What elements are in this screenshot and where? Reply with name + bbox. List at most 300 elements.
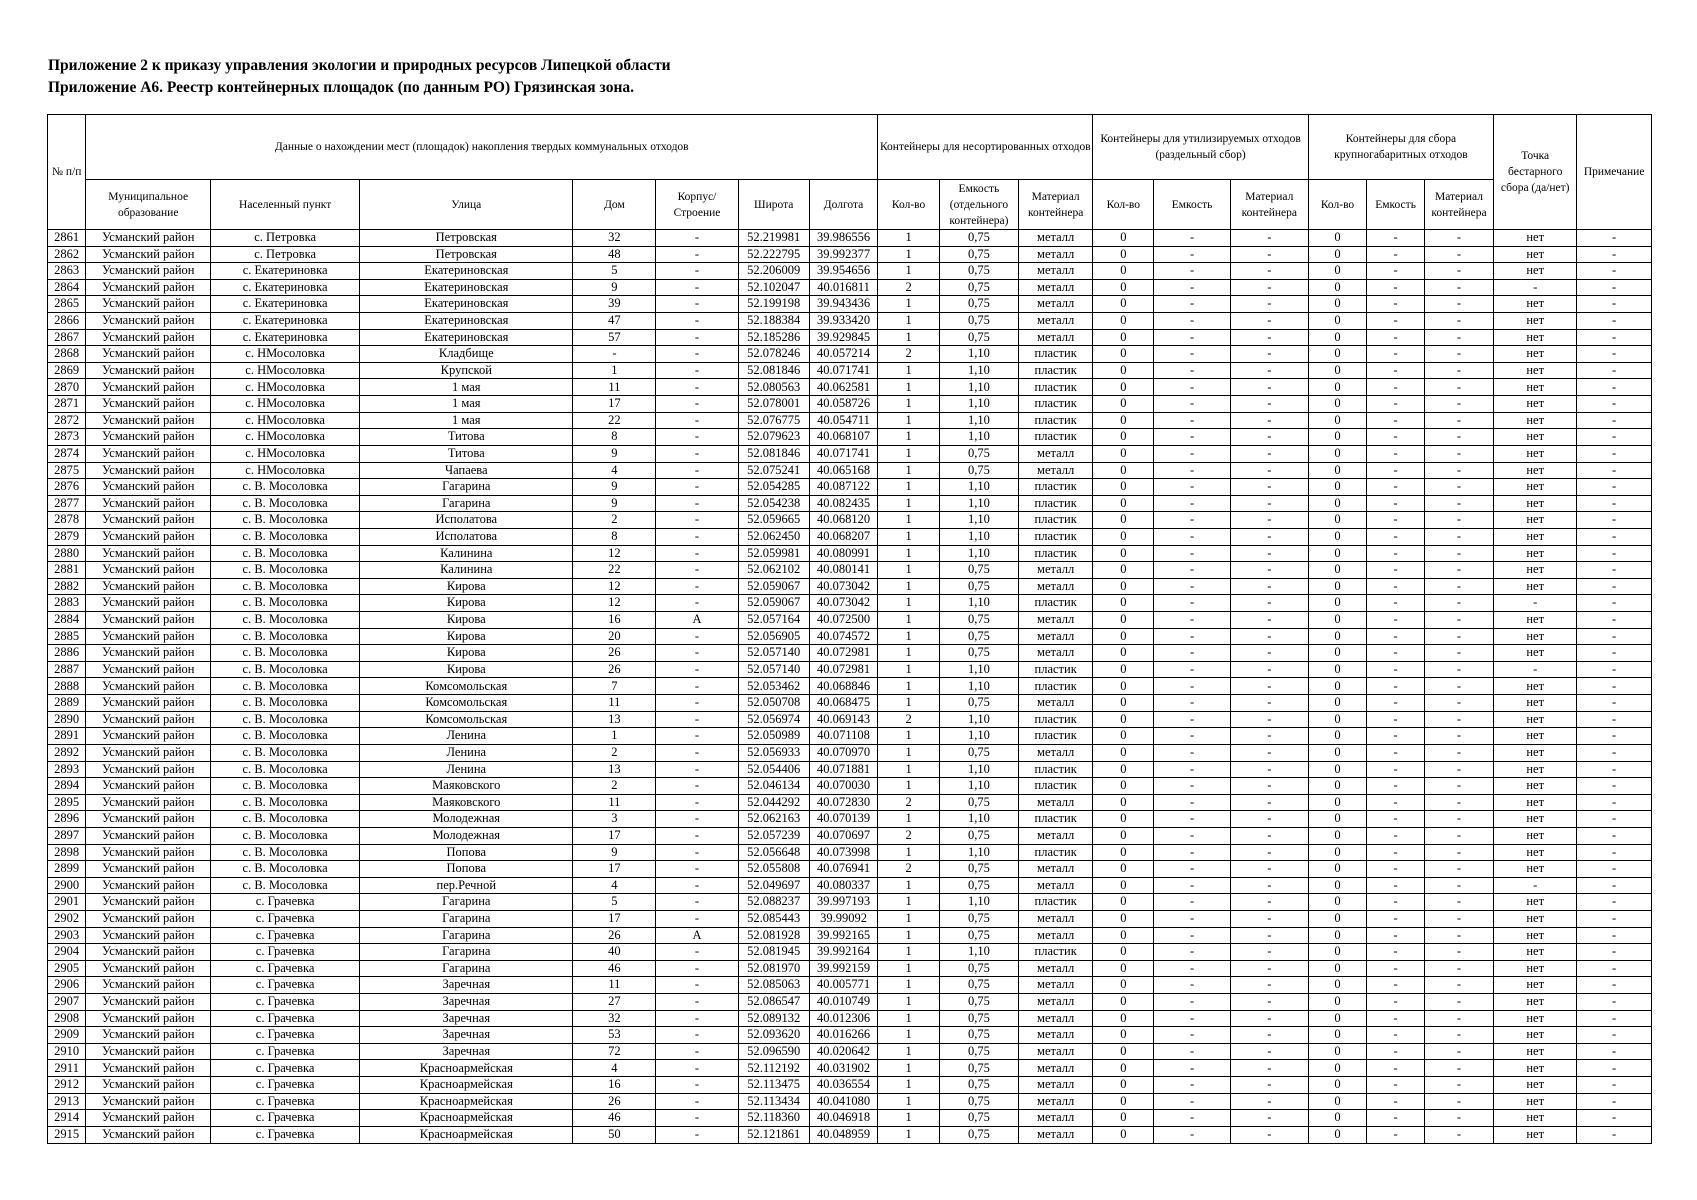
table-row <box>48 279 1652 296</box>
table-row <box>48 562 1652 579</box>
cell-bulky-material: - <box>1424 778 1493 795</box>
cell-unsorted-capacity: 0,75 <box>939 462 1018 479</box>
cell-point: нет <box>1494 296 1577 313</box>
cell-bulky-capacity: - <box>1367 761 1425 778</box>
cell-recycle-qty: 0 <box>1093 362 1154 379</box>
cell-unsorted-qty: 1 <box>878 778 940 795</box>
cell-recycle-material: - <box>1230 695 1308 712</box>
cell-recycle-material: - <box>1230 429 1308 446</box>
table-row <box>48 728 1652 745</box>
cell-bulky-capacity: - <box>1367 263 1425 280</box>
cell-recycle-capacity: - <box>1154 445 1231 462</box>
cell-point: нет <box>1494 429 1577 446</box>
cell-house: 27 <box>573 994 656 1011</box>
cell-street: Заречная <box>360 977 573 994</box>
cell-point: нет <box>1494 313 1577 330</box>
cell-lat: 52.081945 <box>738 944 809 961</box>
cell-bulky-qty: 0 <box>1308 844 1367 861</box>
cell-unsorted-material: металл <box>1018 1060 1093 1077</box>
cell-unsorted-material: металл <box>1018 246 1093 263</box>
cell-lon: 40.071741 <box>809 362 877 379</box>
header-point: Точка бестарного сбора (да/нет) <box>1494 115 1577 230</box>
cell-bulky-capacity: - <box>1367 827 1425 844</box>
cell-lon: 39.99092 <box>809 910 877 927</box>
cell-bulky-qty: 0 <box>1308 462 1367 479</box>
cell-lat: 52.076775 <box>738 412 809 429</box>
cell-street: Красноармейская <box>360 1126 573 1143</box>
cell-unsorted-qty: 2 <box>878 861 940 878</box>
cell-house: 9 <box>573 279 656 296</box>
cell-building: - <box>656 910 738 927</box>
cell-unsorted-capacity: 0,75 <box>939 695 1018 712</box>
cell-lat: 52.056905 <box>738 628 809 645</box>
cell-bulky-qty: 0 <box>1308 811 1367 828</box>
cell-note: - <box>1577 279 1652 296</box>
cell-bulky-qty: 0 <box>1308 379 1367 396</box>
cell-municipality: Усманский район <box>86 445 211 462</box>
cell-point: нет <box>1494 811 1577 828</box>
cell-recycle-material: - <box>1230 844 1308 861</box>
cell-municipality: Усманский район <box>86 545 211 562</box>
cell-unsorted-material: металл <box>1018 1043 1093 1060</box>
cell-point: нет <box>1494 578 1577 595</box>
cell-house: 4 <box>573 462 656 479</box>
cell-lon: 40.070139 <box>809 811 877 828</box>
cell-recycle-qty: 0 <box>1093 512 1154 529</box>
cell-settlement: с. Грачевка <box>211 944 360 961</box>
cell-point: - <box>1494 595 1577 612</box>
cell-street: Гагарина <box>360 495 573 512</box>
cell-bulky-capacity: - <box>1367 628 1425 645</box>
cell-recycle-material: - <box>1230 1093 1308 1110</box>
cell-unsorted-capacity: 0,75 <box>939 1010 1018 1027</box>
cell-unsorted-qty: 2 <box>878 711 940 728</box>
cell-street: Ленина <box>360 761 573 778</box>
cell-unsorted-material: пластик <box>1018 761 1093 778</box>
cell-building: - <box>656 1060 738 1077</box>
cell-settlement: с. НМосоловка <box>211 445 360 462</box>
cell-lat: 52.086547 <box>738 994 809 1011</box>
cell-note: - <box>1577 296 1652 313</box>
cell-bulky-qty: 0 <box>1308 495 1367 512</box>
cell-street: Кирова <box>360 628 573 645</box>
cell-point: - <box>1494 661 1577 678</box>
cell-recycle-capacity: - <box>1154 296 1231 313</box>
cell-unsorted-capacity: 1,10 <box>939 761 1018 778</box>
table-row <box>48 778 1652 795</box>
cell-recycle-material: - <box>1230 1110 1308 1127</box>
cell-recycle-qty: 0 <box>1093 695 1154 712</box>
document-header <box>48 55 671 99</box>
cell-bulky-material: - <box>1424 927 1493 944</box>
cell-house: 20 <box>573 628 656 645</box>
cell-unsorted-material: пластик <box>1018 379 1093 396</box>
cell-recycle-capacity: - <box>1154 960 1231 977</box>
cell-settlement: с. Грачевка <box>211 1093 360 1110</box>
cell-num: 2898 <box>48 844 86 861</box>
cell-recycle-material: - <box>1230 728 1308 745</box>
cell-house: 5 <box>573 263 656 280</box>
cell-bulky-qty: 0 <box>1308 711 1367 728</box>
cell-bulky-capacity: - <box>1367 429 1425 446</box>
cell-recycle-material: - <box>1230 960 1308 977</box>
header-lon: Долгота <box>809 180 877 230</box>
cell-lon: 40.072830 <box>809 794 877 811</box>
cell-recycle-capacity: - <box>1154 1093 1231 1110</box>
cell-unsorted-material: металл <box>1018 329 1093 346</box>
cell-bulky-material: - <box>1424 362 1493 379</box>
cell-house: 1 <box>573 362 656 379</box>
cell-recycle-capacity: - <box>1154 379 1231 396</box>
cell-point: нет <box>1494 412 1577 429</box>
cell-street: Красноармейская <box>360 1093 573 1110</box>
cell-street: Исполатова <box>360 512 573 529</box>
cell-note: - <box>1577 263 1652 280</box>
cell-recycle-qty: 0 <box>1093 429 1154 446</box>
cell-lat: 52.088237 <box>738 894 809 911</box>
container-sites-register-table <box>47 114 1652 1144</box>
cell-settlement: с. В. Мосоловка <box>211 711 360 728</box>
cell-lon: 40.069143 <box>809 711 877 728</box>
cell-municipality: Усманский район <box>86 894 211 911</box>
table-row <box>48 296 1652 313</box>
cell-bulky-material: - <box>1424 728 1493 745</box>
cell-unsorted-capacity: 1,10 <box>939 429 1018 446</box>
cell-num: 2915 <box>48 1126 86 1143</box>
cell-bulky-material: - <box>1424 1043 1493 1060</box>
cell-recycle-material: - <box>1230 811 1308 828</box>
table-row <box>48 1126 1652 1143</box>
cell-building: - <box>656 778 738 795</box>
cell-unsorted-material: пластик <box>1018 711 1093 728</box>
cell-num: 2893 <box>48 761 86 778</box>
cell-settlement: с. В. Мосоловка <box>211 827 360 844</box>
cell-bulky-qty: 0 <box>1308 744 1367 761</box>
cell-municipality: Усманский район <box>86 628 211 645</box>
cell-note: - <box>1577 462 1652 479</box>
cell-recycle-capacity: - <box>1154 479 1231 496</box>
cell-unsorted-material: пластик <box>1018 429 1093 446</box>
document-title-line1: Приложение 2 к приказу управления экологии и природных ресурсов Липецкой области <box>48 57 671 74</box>
cell-lat: 52.222795 <box>738 246 809 263</box>
cell-bulky-qty: 0 <box>1308 1010 1367 1027</box>
cell-recycle-qty: 0 <box>1093 346 1154 363</box>
cell-bulky-material: - <box>1424 711 1493 728</box>
cell-num: 2897 <box>48 827 86 844</box>
cell-unsorted-qty: 1 <box>878 678 940 695</box>
cell-building: - <box>656 861 738 878</box>
cell-recycle-qty: 0 <box>1093 445 1154 462</box>
cell-recycle-capacity: - <box>1154 412 1231 429</box>
cell-settlement: с. В. Мосоловка <box>211 761 360 778</box>
cell-bulky-material: - <box>1424 1077 1493 1094</box>
cell-unsorted-material: металл <box>1018 562 1093 579</box>
cell-municipality: Усманский район <box>86 744 211 761</box>
cell-recycle-material: - <box>1230 479 1308 496</box>
cell-street: Заречная <box>360 1027 573 1044</box>
cell-point: нет <box>1494 362 1577 379</box>
cell-building: - <box>656 329 738 346</box>
table-row <box>48 711 1652 728</box>
cell-settlement: с. НМосоловка <box>211 429 360 446</box>
cell-lon: 39.992159 <box>809 960 877 977</box>
cell-unsorted-qty: 1 <box>878 263 940 280</box>
cell-municipality: Усманский район <box>86 462 211 479</box>
cell-num: 2874 <box>48 445 86 462</box>
cell-house: 32 <box>573 230 656 247</box>
cell-street: Кирова <box>360 645 573 662</box>
cell-bulky-qty: 0 <box>1308 910 1367 927</box>
cell-recycle-qty: 0 <box>1093 944 1154 961</box>
cell-unsorted-capacity: 1,10 <box>939 728 1018 745</box>
cell-recycle-capacity: - <box>1154 794 1231 811</box>
cell-recycle-capacity: - <box>1154 778 1231 795</box>
header-recycle-material: Материал контейнера <box>1230 180 1308 230</box>
cell-settlement: с. В. Мосоловка <box>211 695 360 712</box>
table-row <box>48 495 1652 512</box>
cell-unsorted-capacity: 0,75 <box>939 578 1018 595</box>
cell-settlement: с. В. Мосоловка <box>211 645 360 662</box>
cell-point: нет <box>1494 711 1577 728</box>
cell-street: Чапаева <box>360 462 573 479</box>
cell-unsorted-qty: 1 <box>878 479 940 496</box>
cell-bulky-qty: 0 <box>1308 429 1367 446</box>
cell-recycle-qty: 0 <box>1093 263 1154 280</box>
cell-recycle-qty: 0 <box>1093 977 1154 994</box>
table-row <box>48 595 1652 612</box>
cell-bulky-qty: 0 <box>1308 230 1367 247</box>
cell-building: - <box>656 695 738 712</box>
cell-note: - <box>1577 362 1652 379</box>
cell-house: 7 <box>573 678 656 695</box>
cell-note: - <box>1577 761 1652 778</box>
cell-recycle-qty: 0 <box>1093 827 1154 844</box>
cell-unsorted-material: пластик <box>1018 362 1093 379</box>
cell-note: - <box>1577 1110 1652 1127</box>
cell-building: - <box>656 628 738 645</box>
cell-bulky-material: - <box>1424 645 1493 662</box>
cell-settlement: с. В. Мосоловка <box>211 877 360 894</box>
cell-lon: 40.080337 <box>809 877 877 894</box>
cell-bulky-material: - <box>1424 396 1493 413</box>
cell-bulky-capacity: - <box>1367 445 1425 462</box>
cell-bulky-qty: 0 <box>1308 329 1367 346</box>
cell-building: - <box>656 1010 738 1027</box>
cell-unsorted-capacity: 0,75 <box>939 927 1018 944</box>
cell-lon: 39.943436 <box>809 296 877 313</box>
cell-street: Калинина <box>360 562 573 579</box>
cell-point: нет <box>1494 562 1577 579</box>
cell-house: 4 <box>573 877 656 894</box>
cell-point: нет <box>1494 1027 1577 1044</box>
cell-municipality: Усманский район <box>86 578 211 595</box>
cell-unsorted-material: пластик <box>1018 479 1093 496</box>
cell-lon: 40.087122 <box>809 479 877 496</box>
cell-recycle-capacity: - <box>1154 678 1231 695</box>
cell-street: Екатериновская <box>360 329 573 346</box>
table-row <box>48 578 1652 595</box>
cell-bulky-material: - <box>1424 429 1493 446</box>
cell-recycle-capacity: - <box>1154 429 1231 446</box>
cell-settlement: с. В. Мосоловка <box>211 811 360 828</box>
cell-num: 2900 <box>48 877 86 894</box>
cell-lon: 40.073998 <box>809 844 877 861</box>
cell-note: - <box>1577 1126 1652 1143</box>
cell-bulky-capacity: - <box>1367 910 1425 927</box>
cell-num: 2901 <box>48 894 86 911</box>
header-settlement: Населенный пункт <box>211 180 360 230</box>
cell-house: 2 <box>573 744 656 761</box>
cell-unsorted-qty: 1 <box>878 661 940 678</box>
cell-recycle-material: - <box>1230 927 1308 944</box>
cell-note: - <box>1577 1077 1652 1094</box>
cell-settlement: с. В. Мосоловка <box>211 844 360 861</box>
cell-unsorted-qty: 1 <box>878 927 940 944</box>
cell-unsorted-qty: 2 <box>878 279 940 296</box>
cell-lat: 52.219981 <box>738 230 809 247</box>
cell-recycle-qty: 0 <box>1093 794 1154 811</box>
cell-lat: 52.102047 <box>738 279 809 296</box>
cell-recycle-qty: 0 <box>1093 844 1154 861</box>
cell-recycle-material: - <box>1230 661 1308 678</box>
cell-building: - <box>656 844 738 861</box>
cell-bulky-capacity: - <box>1367 695 1425 712</box>
table-row <box>48 894 1652 911</box>
cell-lat: 52.054406 <box>738 761 809 778</box>
cell-settlement: с. НМосоловка <box>211 462 360 479</box>
cell-bulky-qty: 0 <box>1308 661 1367 678</box>
cell-recycle-material: - <box>1230 379 1308 396</box>
cell-lon: 40.071881 <box>809 761 877 778</box>
cell-bulky-capacity: - <box>1367 861 1425 878</box>
table-row <box>48 512 1652 529</box>
table-row <box>48 861 1652 878</box>
cell-building: А <box>656 927 738 944</box>
cell-point: нет <box>1494 1110 1577 1127</box>
cell-recycle-material: - <box>1230 1043 1308 1060</box>
cell-recycle-capacity: - <box>1154 545 1231 562</box>
table-body <box>48 230 1652 1144</box>
cell-recycle-material: - <box>1230 861 1308 878</box>
cell-unsorted-qty: 1 <box>878 894 940 911</box>
cell-unsorted-capacity: 0,75 <box>939 827 1018 844</box>
cell-building: - <box>656 711 738 728</box>
cell-bulky-capacity: - <box>1367 778 1425 795</box>
cell-recycle-material: - <box>1230 578 1308 595</box>
cell-bulky-material: - <box>1424 1110 1493 1127</box>
cell-note: - <box>1577 1027 1652 1044</box>
cell-lat: 52.062450 <box>738 528 809 545</box>
cell-street: 1 мая <box>360 412 573 429</box>
cell-bulky-material: - <box>1424 263 1493 280</box>
cell-point: нет <box>1494 944 1577 961</box>
cell-unsorted-capacity: 0,75 <box>939 977 1018 994</box>
cell-unsorted-capacity: 1,10 <box>939 661 1018 678</box>
cell-lon: 40.016266 <box>809 1027 877 1044</box>
cell-street: 1 мая <box>360 396 573 413</box>
cell-bulky-capacity: - <box>1367 296 1425 313</box>
cell-bulky-qty: 0 <box>1308 263 1367 280</box>
cell-bulky-qty: 0 <box>1308 562 1367 579</box>
cell-settlement: с. Грачевка <box>211 1110 360 1127</box>
cell-bulky-material: - <box>1424 678 1493 695</box>
cell-unsorted-qty: 1 <box>878 944 940 961</box>
cell-note: - <box>1577 346 1652 363</box>
cell-recycle-qty: 0 <box>1093 412 1154 429</box>
cell-recycle-qty: 0 <box>1093 877 1154 894</box>
cell-num: 2865 <box>48 296 86 313</box>
cell-unsorted-material: металл <box>1018 230 1093 247</box>
cell-lon: 40.072981 <box>809 645 877 662</box>
cell-recycle-qty: 0 <box>1093 479 1154 496</box>
cell-unsorted-qty: 1 <box>878 313 940 330</box>
cell-unsorted-material: металл <box>1018 695 1093 712</box>
cell-municipality: Усманский район <box>86 645 211 662</box>
cell-house: 11 <box>573 977 656 994</box>
cell-bulky-material: - <box>1424 994 1493 1011</box>
cell-unsorted-capacity: 0,75 <box>939 279 1018 296</box>
cell-point: нет <box>1494 994 1577 1011</box>
cell-municipality: Усманский район <box>86 877 211 894</box>
cell-settlement: с. Грачевка <box>211 927 360 944</box>
cell-num: 2882 <box>48 578 86 595</box>
cell-municipality: Усманский район <box>86 296 211 313</box>
cell-note: - <box>1577 528 1652 545</box>
cell-bulky-material: - <box>1424 661 1493 678</box>
cell-bulky-material: - <box>1424 412 1493 429</box>
cell-point: нет <box>1494 678 1577 695</box>
cell-lat: 52.118360 <box>738 1110 809 1127</box>
cell-num: 2899 <box>48 861 86 878</box>
cell-recycle-capacity: - <box>1154 1043 1231 1060</box>
cell-lon: 40.031902 <box>809 1060 877 1077</box>
cell-bulky-capacity: - <box>1367 811 1425 828</box>
cell-unsorted-capacity: 0,75 <box>939 1060 1018 1077</box>
cell-bulky-qty: 0 <box>1308 512 1367 529</box>
cell-recycle-capacity: - <box>1154 977 1231 994</box>
cell-unsorted-material: металл <box>1018 1010 1093 1027</box>
cell-unsorted-qty: 1 <box>878 994 940 1011</box>
cell-municipality: Усманский район <box>86 612 211 629</box>
cell-bulky-qty: 0 <box>1308 1077 1367 1094</box>
cell-unsorted-material: пластик <box>1018 512 1093 529</box>
cell-unsorted-qty: 1 <box>878 578 940 595</box>
cell-lat: 52.050708 <box>738 695 809 712</box>
cell-municipality: Усманский район <box>86 827 211 844</box>
cell-house: 17 <box>573 396 656 413</box>
cell-unsorted-material: пластик <box>1018 412 1093 429</box>
cell-point: нет <box>1494 545 1577 562</box>
cell-lon: 40.016811 <box>809 279 877 296</box>
header-bulky-qty: Кол-во <box>1308 180 1367 230</box>
cell-recycle-qty: 0 <box>1093 994 1154 1011</box>
cell-bulky-capacity: - <box>1367 1010 1425 1027</box>
cell-building: - <box>656 645 738 662</box>
cell-house: 9 <box>573 479 656 496</box>
cell-building: - <box>656 744 738 761</box>
cell-house: 2 <box>573 512 656 529</box>
cell-bulky-capacity: - <box>1367 1077 1425 1094</box>
cell-bulky-qty: 0 <box>1308 761 1367 778</box>
cell-bulky-capacity: - <box>1367 711 1425 728</box>
cell-bulky-capacity: - <box>1367 844 1425 861</box>
cell-settlement: с. НМосоловка <box>211 346 360 363</box>
cell-house: 46 <box>573 960 656 977</box>
cell-unsorted-qty: 2 <box>878 794 940 811</box>
cell-municipality: Усманский район <box>86 844 211 861</box>
cell-recycle-capacity: - <box>1154 628 1231 645</box>
cell-unsorted-qty: 1 <box>878 910 940 927</box>
